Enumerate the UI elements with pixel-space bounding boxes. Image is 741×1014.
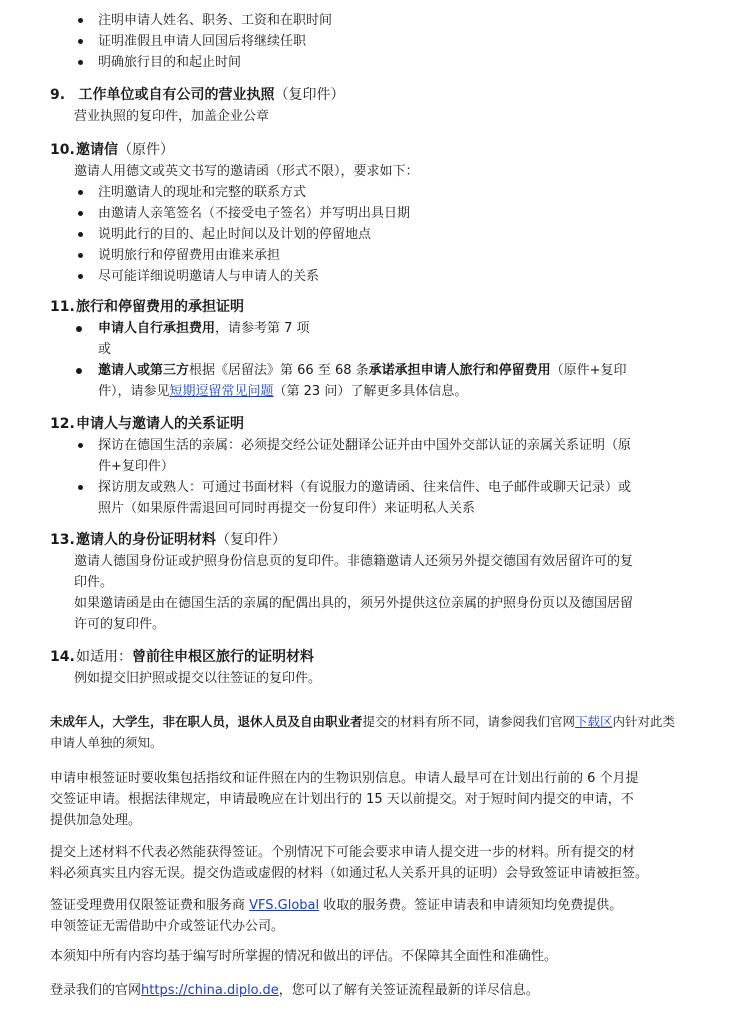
fees-paragraph: 签证受理费用仅限签证费和服务商 VFS.Global 收取的服务费。签证申请表和申请须知均免费提供。 申领签证无需借助中介或签证代办公司。 [50, 898, 623, 934]
section-heading: 14.如适用：曾前往申根区旅行的证明材料 [50, 649, 314, 665]
section-text: 营业执照的复印件，加盖企业公章 [74, 109, 270, 124]
section-heading: 9. 工作单位或自有公司的营业执照（复印件） [50, 87, 345, 103]
section-heading: 11.旅行和停留费用的承担证明 [50, 299, 244, 315]
section-heading: 12.申请人与邀请人的关系证明 [50, 416, 244, 432]
list-item: 说明此行的目的、起止时间以及计划的停留地点 [0, 224, 741, 245]
list-item: 注明申请人姓名、职务、工资和在职时间 [0, 10, 741, 31]
website-paragraph: 登录我们的官网https://china.diplo.de，您可以了解有关签证流程最新的详尽信息。 [50, 983, 539, 998]
list-item: 说明旅行和停留费用由谁来承担 [0, 245, 741, 266]
section-14 [0, 647, 741, 689]
special-applicants-note: 未成年人，大学生，非在职人员，退休人员及自由职业者提交的材料有所不同，请参阅我们官网下载区内针对此类 申请人单独的须知。 [50, 714, 676, 750]
official-website-link[interactable]: https://china.diplo.de [141, 983, 279, 998]
biometrics-paragraph: 申请申根签证时要收集包括指纹和证件照在内的生物识别信息。申请人最早可在计划出行前的 6 个月提 交签证申请。根据法律规定，申请最晚应在计划出行的 15 天以前提交。对于短时间内提交的申请，不 提供加急处理。 [50, 771, 639, 828]
list-item: 申请人自行承担费用，请参考第 7 项 [0, 318, 741, 339]
vfs-global-link[interactable]: VFS.Global [249, 898, 320, 913]
section-13 [0, 530, 741, 635]
faq-link[interactable]: 短期逗留常见问题 [169, 384, 274, 399]
section-10 [0, 140, 741, 287]
invitation-requirements-list [0, 182, 741, 287]
section-12 [0, 414, 741, 519]
list-item: 邀请人或第三方根据《居留法》第 66 至 68 条承诺承担申请人旅行和停留费用（原件+复印 件），请参见短期逗留常见问题（第 23 问）了解更多具体信息。 [0, 360, 741, 402]
or-text: 或 [98, 342, 112, 357]
relationship-proof-list [0, 435, 741, 519]
section-text: 邀请人德国身份证或护照身份信息页的复印件。非德籍邀请人还须另外提交德国有效居留许可的复 印件。 如果邀请函是由在德国生活的亲属的配偶出具的，须另外提供这位亲属的护照身份页以及德国居留 许可的复印件。 [74, 554, 634, 632]
section-heading: 13.邀请人的身份证明材料（复印件） [50, 532, 286, 548]
list-item: 由邀请人亲笔签名（不接受电子签名）并写明出具日期 [0, 203, 741, 224]
list-item: 探访在德国生活的亲属：必须提交经公证处翻译公证并由中国外交部认证的亲属关系证明（原 件+复印件） [0, 435, 741, 477]
section-text: 邀请人用德文或英文书写的邀请函（形式不限），要求如下： [74, 164, 419, 179]
disclaimer-paragraph: 本须知中所有内容均基于编写时所掌握的情况和做出的评估。不保障其全面性和准确性。 [50, 949, 558, 964]
list-item: 尽可能详细说明邀请人与申请人的关系 [0, 266, 741, 287]
no-guarantee-paragraph: 提交上述材料不代表必然能获得签证。个别情况下可能会要求申请人提交进一步的材料。所有提交的材 料必须真实且内容无误。提交伪造或虚假的材料（如通过私人关系开具的证明）会导致签证申请被拒签。 [50, 845, 649, 881]
cost-coverage-list [0, 318, 741, 339]
employer-cert-list [0, 10, 741, 73]
section-text: 例如提交旧护照或提交以往签证的复印件。 [74, 671, 322, 686]
download-area-link[interactable]: 下载区 [575, 714, 613, 729]
list-item: 探访朋友或熟人：可通过书面材料（有说服力的邀请函、往来信件、电子邮件或聊天记录）或 照片（如果原件需退回可同时再提交一份复印件）来证明私人关系 [0, 477, 741, 519]
cost-coverage-list-2 [0, 360, 741, 402]
section-11 [0, 297, 741, 402]
section-9 [0, 85, 741, 127]
section-heading: 10.邀请信（原件） [50, 142, 174, 158]
list-item: 证明准假且申请人回国后将继续任职 [0, 31, 741, 52]
list-item: 注明邀请人的现址和完整的联系方式 [0, 182, 741, 203]
list-item: 明确旅行目的和起止时间 [0, 52, 741, 73]
